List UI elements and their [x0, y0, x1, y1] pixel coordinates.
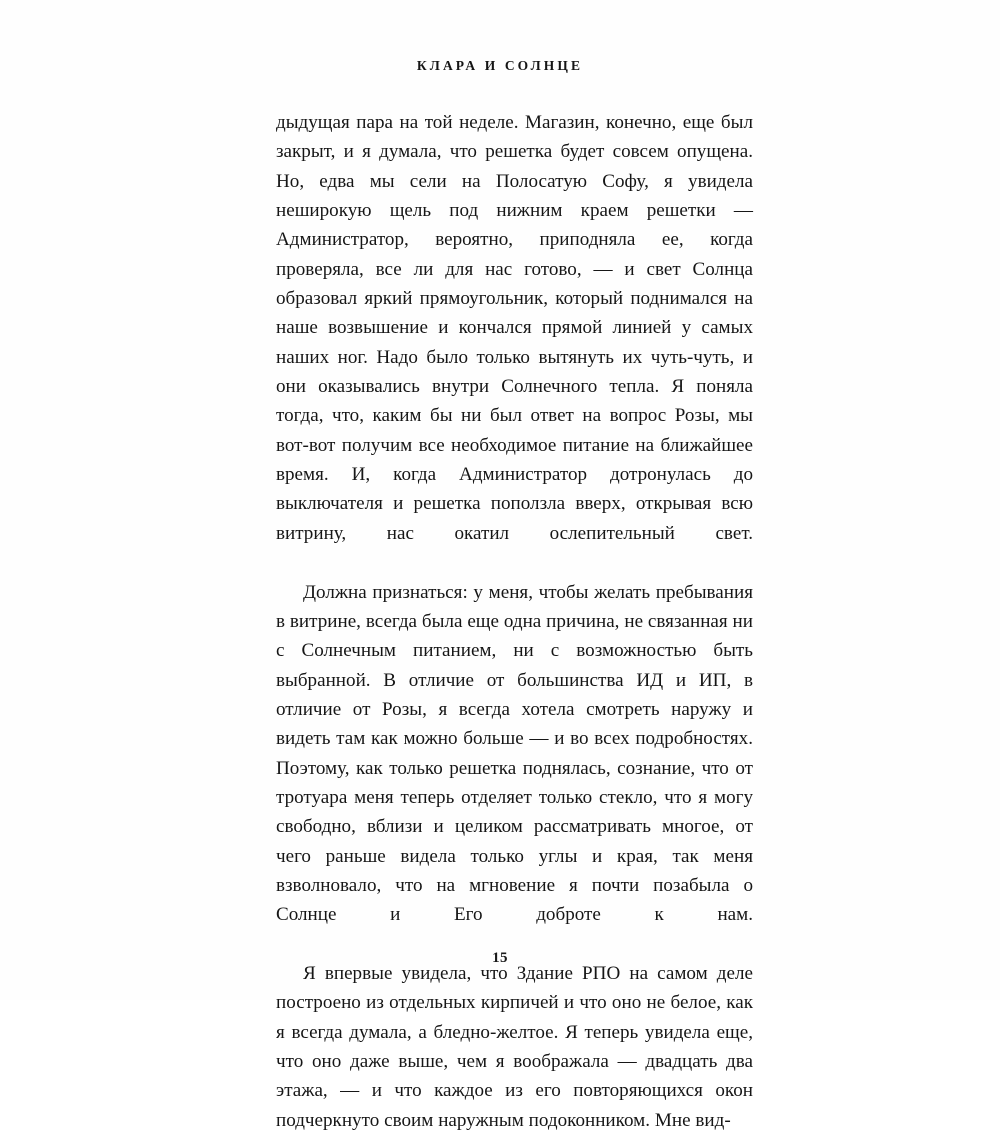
page-number: 15	[492, 950, 508, 966]
paragraph-continued: дыдущая пара на той неделе. Магазин, конечно, еще был закрыт, и я думала, что решетка будет совсем опущена. Но, едва мы сели на Полосатую Софу, я увидела неширокую щель под нижним краем решетки — Администратор, вероятно, приподняла ее, когда проверяла, все ли для нас готово, — и свет Солнца образовал яркий прямоугольник, который поднимался на наше возвышение и кончался прямой линией у самых наших ног. Надо было только вытянуть их чуть-чуть, и они оказывались внутри Солнечного тепла. Я поняла тогда, что, каким бы ни был ответ на вопрос Розы, мы вот-вот получим все необходимое питание на ближайшее время. И, когда Администратор дотронулась до выключателя и решетка поползла вверх, открывая всю витрину, нас окатил ослепительный свет.	[276, 112, 753, 544]
body-text-block	[276, 108, 753, 1135]
running-head: КЛАРА И СОЛНЦЕ	[416, 58, 584, 73]
paragraph-confession: Должна признаться: у меня, чтобы желать пребывания в витрине, всегда была еще одна причина, не связанная ни с Солнечным питанием, ни с возможностью быть выбранной. В отличие от большинства ИД и ИП, в отличие от Розы, я всегда хотела смотреть наружу и видеть там как можно больше — и во всех подробностях. Поэтому, как только решетка поднялась, сознание, что от тротуара меня теперь отделяет только стекло, что я могу свободно, вблизи и целиком рассматривать многое, от чего раньше видела только углы и края, так меня взволновало, что на мгновение я почти позабыла о Солнце и Его доброте к нам.	[276, 581, 753, 926]
paragraph-rpo-building: Я впервые увидела, что Здание РПО на самом деле построено из отдельных кирпичей и что оно не белое, как я всегда думала, а бледно-желтое. Я теперь увидела еще, что оно даже выше, чем я воображала — двадцать два этажа, — и что каждое из его повторяющихся окон подчеркнуто своим наружным подоконником. Мне вид-	[276, 962, 753, 1131]
